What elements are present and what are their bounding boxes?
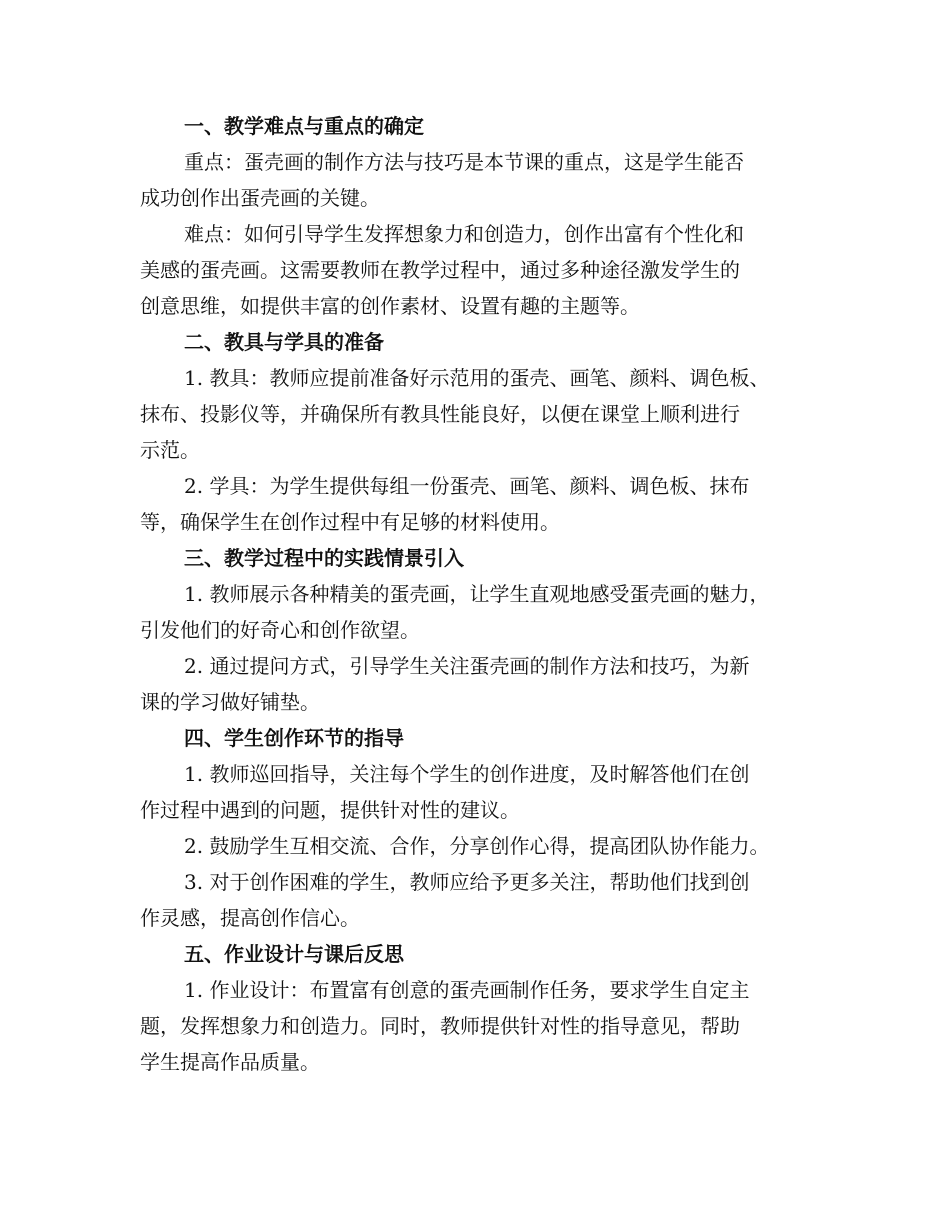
paragraph-line: 成功创作出蛋壳画的关键。 bbox=[140, 186, 380, 210]
paragraph-line: 难点：如何引导学生发挥想象力和创造力，创作出富有个性化和 bbox=[184, 222, 744, 246]
paragraph-line: 等，确保学生在创作过程中有足够的材料使用。 bbox=[140, 510, 560, 534]
paragraph-line: 创意思维，如提供丰富的创作素材、设置有趣的主题等。 bbox=[140, 294, 640, 318]
paragraph-line: 2. 通过提问方式，引导学生关注蛋壳画的制作方法和技巧，为新 bbox=[184, 654, 750, 678]
paragraph-line: 引发他们的好奇心和创作欲望。 bbox=[140, 618, 420, 642]
paragraph bbox=[140, 576, 812, 648]
section-heading: 一、教学难点与重点的确定 bbox=[184, 114, 424, 138]
paragraph bbox=[140, 144, 812, 216]
paragraph bbox=[140, 648, 812, 720]
paragraph-line: 示范。 bbox=[140, 438, 200, 462]
paragraph-line: 3. 对于创作困难的学生，教师应给予更多关注，帮助他们找到创 bbox=[184, 870, 750, 894]
paragraph bbox=[140, 756, 812, 828]
paragraph bbox=[140, 360, 812, 468]
paragraph-line: 作灵感，提高创作信心。 bbox=[140, 906, 360, 930]
document-body bbox=[140, 108, 812, 1080]
section-heading: 五、作业设计与课后反思 bbox=[184, 942, 404, 966]
paragraph-line: 抹布、投影仪等，并确保所有教具性能良好，以便在课堂上顺利进行 bbox=[140, 402, 740, 426]
paragraph-line: 1. 教师展示各种精美的蛋壳画，让学生直观地感受蛋壳画的魅力， bbox=[184, 582, 770, 606]
paragraph-line: 课的学习做好铺垫。 bbox=[140, 690, 320, 714]
paragraph-line: 重点：蛋壳画的制作方法与技巧是本节课的重点，这是学生能否 bbox=[184, 150, 744, 174]
section-heading: 四、学生创作环节的指导 bbox=[184, 726, 404, 750]
paragraph bbox=[140, 468, 812, 540]
paragraph-line: 题，发挥想象力和创造力。同时，教师提供针对性的指导意见，帮助 bbox=[140, 1014, 740, 1038]
paragraph bbox=[140, 216, 812, 324]
paragraph-line: 1. 教师巡回指导，关注每个学生的创作进度，及时解答他们在创 bbox=[184, 762, 750, 786]
section-heading: 三、教学过程中的实践情景引入 bbox=[184, 546, 464, 570]
paragraph bbox=[140, 864, 812, 936]
paragraph-line: 1. 教具：教师应提前准备好示范用的蛋壳、画笔、颜料、调色板、 bbox=[184, 366, 770, 390]
paragraph-line: 2. 鼓励学生互相交流、合作，分享创作心得，提高团队协作能力。 bbox=[184, 834, 770, 858]
paragraph bbox=[140, 972, 812, 1080]
paragraph-line: 学生提高作品质量。 bbox=[140, 1050, 320, 1074]
paragraph-line: 2. 学具：为学生提供每组一份蛋壳、画笔、颜料、调色板、抹布 bbox=[184, 474, 750, 498]
section-heading: 二、教具与学具的准备 bbox=[184, 330, 384, 354]
paragraph-line: 作过程中遇到的问题，提供针对性的建议。 bbox=[140, 798, 520, 822]
paragraph-line: 1. 作业设计：布置富有创意的蛋壳画制作任务，要求学生自定主 bbox=[184, 978, 750, 1002]
paragraph bbox=[140, 828, 812, 864]
paragraph-line: 美感的蛋壳画。这需要教师在教学过程中，通过多种途径激发学生的 bbox=[140, 258, 740, 282]
